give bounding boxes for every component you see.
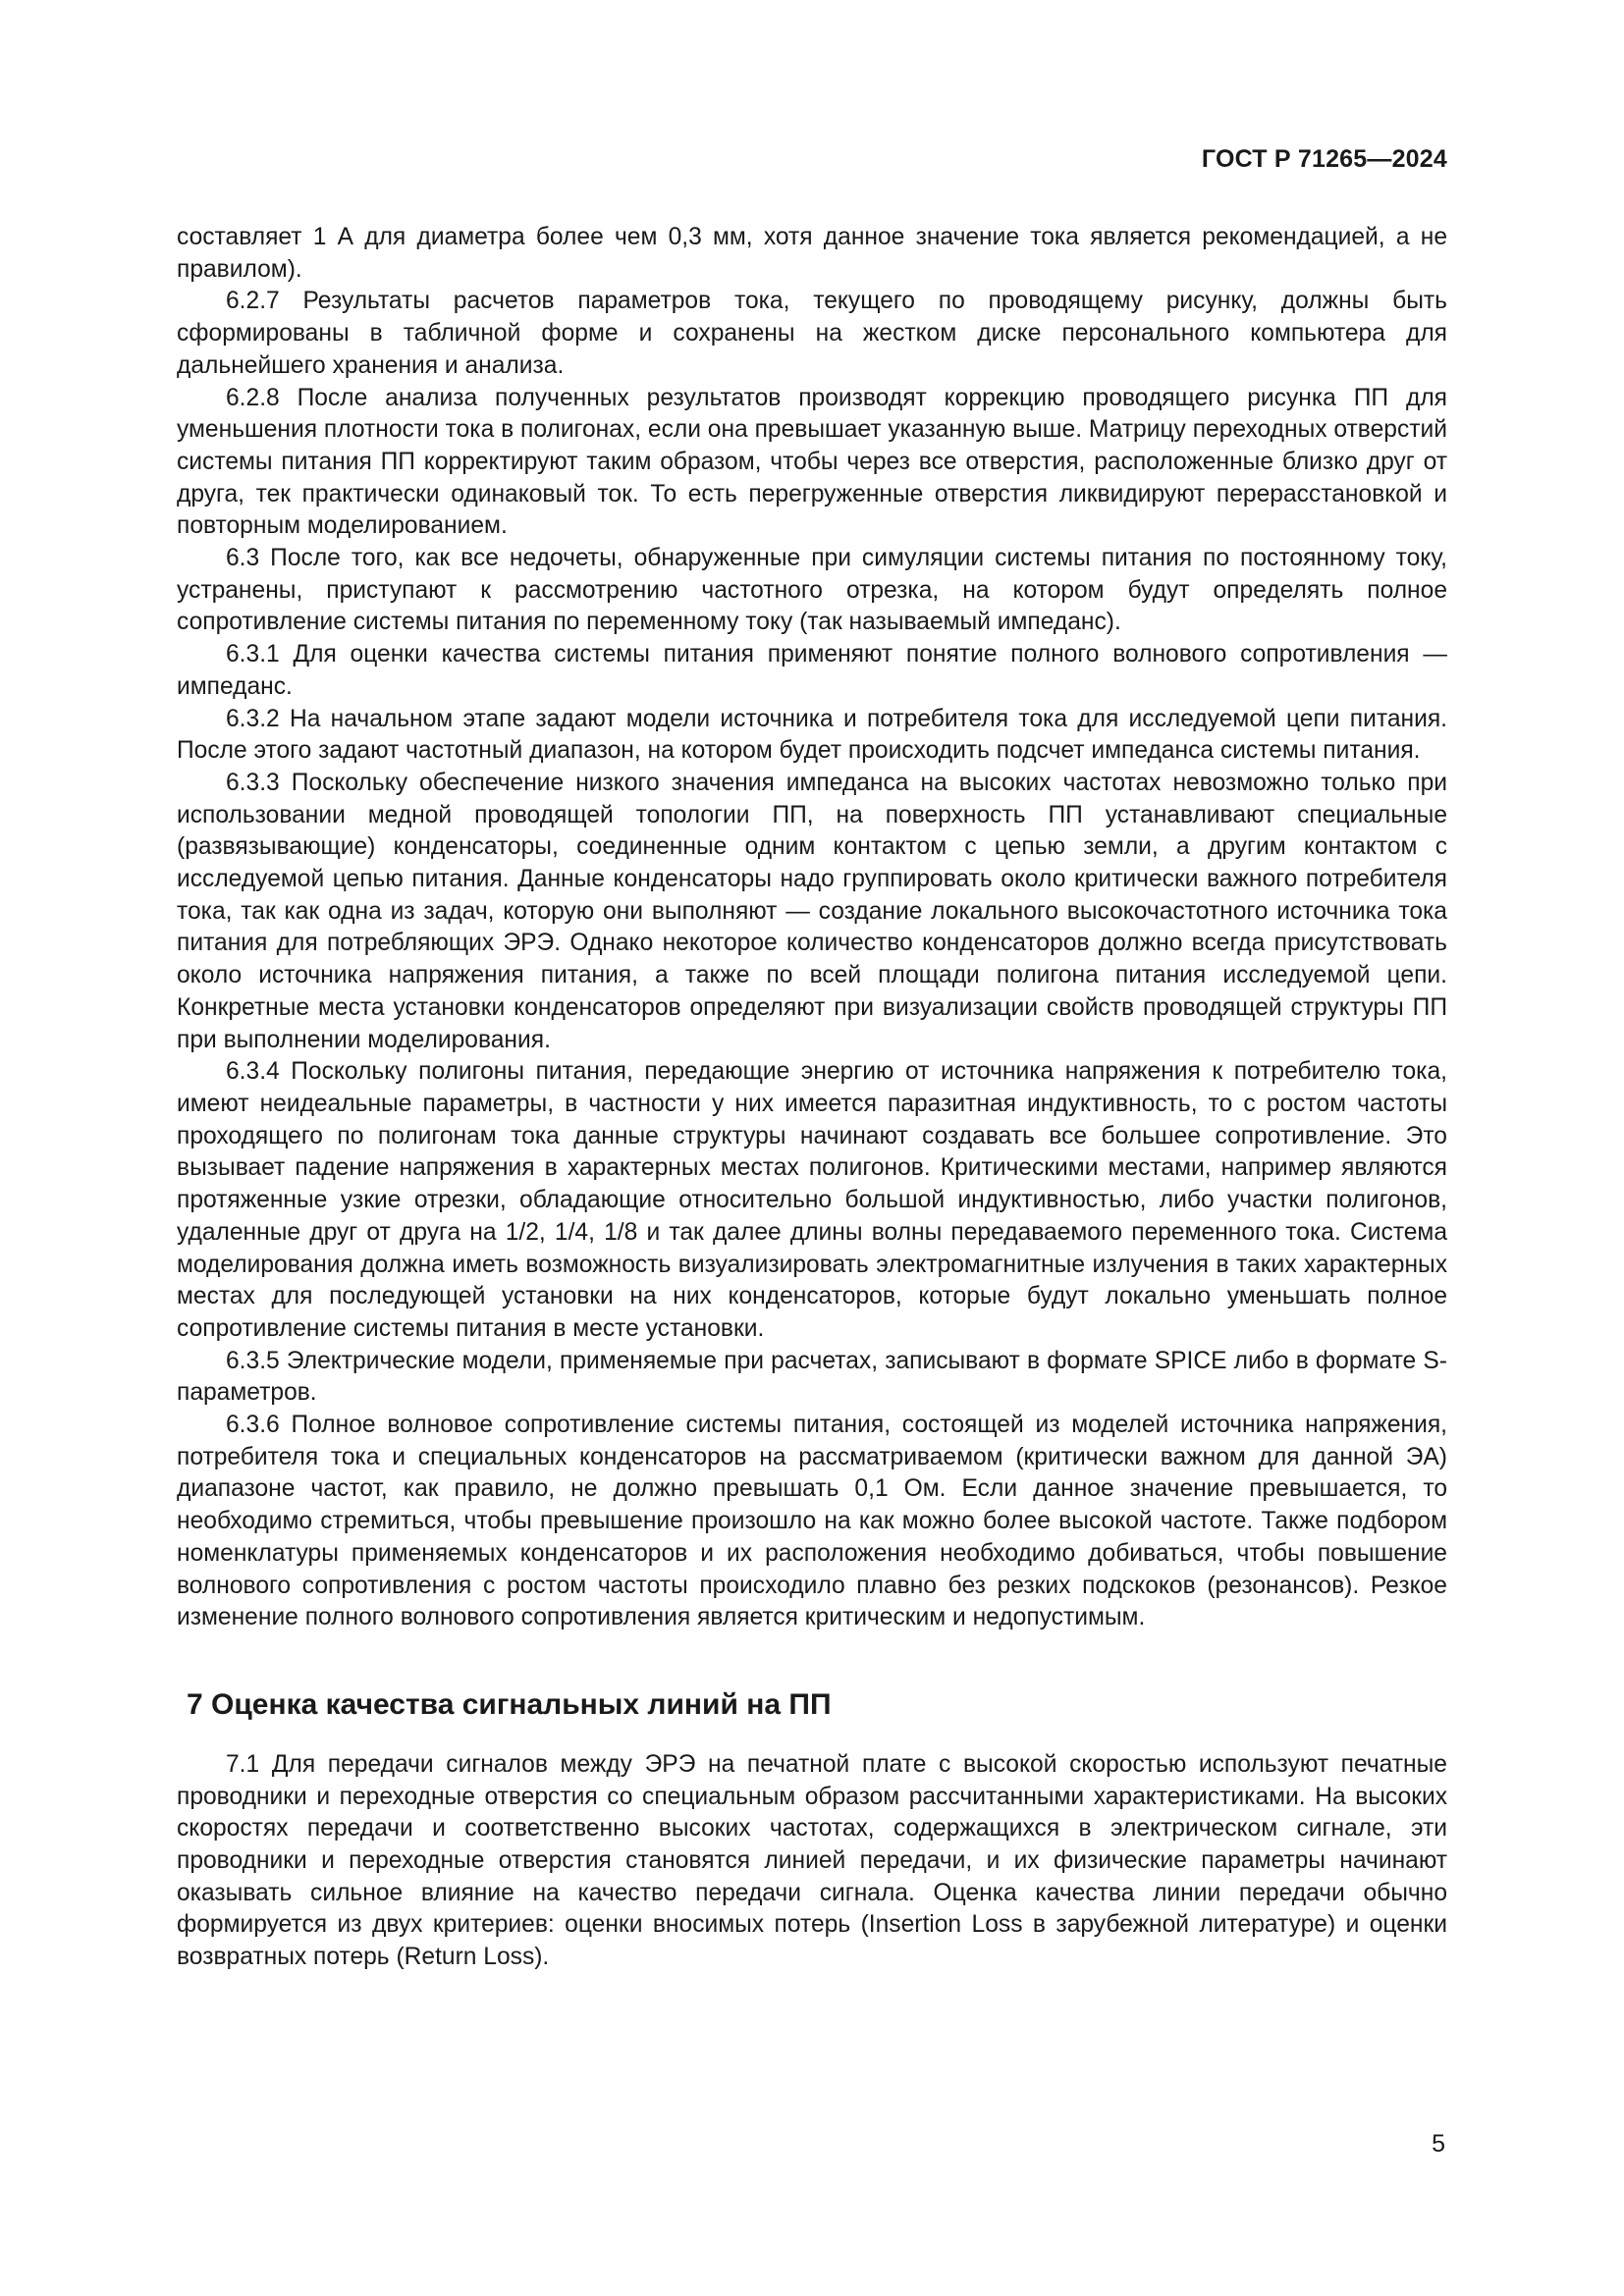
paragraph-7-1: 7.1 Для передачи сигналов между ЭРЭ на печатной плате с высокой скоростью используют печатные проводники и переходные отверстия со специальным образом рассчитанными характеристиками. На высоких скоростях передачи и соответственно высоких частотах, содержащихся в электрическом сигнале, эти проводники и переходные отверстия становятся линией передачи, и их физические параметры начинают оказывать сильное влияние на качество передачи сигнала. Оценка качества линии передачи обычно формируется из двух критериев: оценки вносимых потерь (Insertion Loss в зарубежной литературе) и оценки возвратных потерь (Return Loss). <box>177 1750 1447 1971</box>
paragraph-6-2-7: 6.2.7 Результаты расчетов параметров тока, текущего по проводящему рисунку, должны быть сформированы в табличной форме и сохранены на жестком диске персонального компьютера для дальнейшего хранения и анализа. <box>177 288 1447 379</box>
body-text <box>177 222 1447 1974</box>
paragraph-6-2-8: 6.2.8 После анализа полученных результатов производят коррекцию проводящего рисунка ПП для уменьшения плотности тока в полигонах, если она превышает указанную выше. Матрицу переходных отверстий системы питания ПП корректируют таким образом, чтобы через все отверстия, расположенные близко друг от друга, тек практически одинаковый ток. То есть перегруженные отверстия ликвидируют перерасстановкой и повторным моделированием. <box>177 384 1447 540</box>
paragraph-6-3-6: 6.3.6 Полное волновое сопротивление системы питания, состоящей из моделей источника напряжения, потребителя тока и специальных конденсаторов на рассматриваемом (критически важном для данной ЭА) диапазоне частот, как правило, не должно превышать 0,1 Ом. Если данное значение превышается, то необходимо стремиться, чтобы превышение произошло на как можно более высокой частоте. Также подбором номенклатуры применяемых конденсаторов и их расположения необходимо добиваться, чтобы повышение волнового сопротивления с ростом частоты происходило плавно без резких подскоков (резонансов). Резкое изменение полного волнового сопротивления является критическим и недопустимым. <box>177 1412 1447 1631</box>
page-number: 5 <box>1432 2130 1445 2158</box>
standard-header: ГОСТ Р 71265—2024 <box>1201 145 1447 173</box>
paragraph-continuation: составляет 1 А для диаметра более чем 0,3 мм, хотя данное значение тока является рекомендацией, а не правилом). <box>177 224 1447 283</box>
paragraph-6-3: 6.3 После того, как все недочеты, обнаруженные при симуляции системы питания по постоянному току, устранены, приступают к рассмотрению частотного отрезка, на котором будут определять полное сопротивление системы питания по переменному току (так называемый импеданс). <box>177 545 1447 636</box>
paragraph-6-3-4: 6.3.4 Поскольку полигоны питания, передающие энергию от источника напряжения к потребителю тока, имеют неидеальные параметры, в частности у них имеется паразитная индуктивность, то с ростом частоты проходящего по полигонам тока данные структуры начинают создавать все большее сопротивление. Это вызывает падение напряжения в характерных местах полигонов. Критическими местами, например являются протяженные узкие отрезки, обладающие относительно большой индуктивностью, либо участки полигонов, удаленные друг от друга на 1/2, 1/4, 1/8 и так далее длины волны передаваемого переменного тока. Система моделирования должна иметь возможность визуализировать электромагнитные излучения в таких характерных местах для последующей установки на них конденсаторов, которые будут локально уменьшать полное сопротивление системы питания в месте установки. <box>177 1058 1447 1342</box>
paragraph-6-3-2: 6.3.2 На начальном этапе задают модели источника и потребителя тока для исследуемой цепи питания. После этого задают частотный диапазон, на котором будет происходить подсчет импеданса системы питания. <box>177 705 1447 765</box>
paragraph-6-3-3: 6.3.3 Поскольку обеспечение низкого значения импеданса на высоких частотах невозможно только при использовании медной проводящей топологии ПП, на поверхность ПП устанавливают специальные (развязывающие) конденсаторы, соединенные одним контактом с цепью земли, а другим контактом с исследуемой цепью питания. Данные конденсаторы надо группировать около критически важного потребителя тока, так как одна из задач, которую они выполняют — создание локального высокочастотного источника тока питания для потребляющих ЭРЭ. Однако некоторое количество конденсаторов должно всегда присутствовать около источника напряжения питания, а также по всей площади полигона питания исследуемой цепи. Конкретные места установки конденсаторов определяют при визуализации свойств проводящей структуры ПП при выполнении моделирования. <box>177 769 1447 1053</box>
section-7-heading: 7 Оценка качества сигнальных линий на ПП <box>187 1687 832 1721</box>
paragraph-6-3-5: 6.3.5 Электрические модели, применяемые при расчетах, записывают в формате SPICE либо в формате S-параметров. <box>177 1347 1447 1407</box>
paragraph-6-3-1: 6.3.1 Для оценки качества системы питания применяют понятие полного волнового сопротивления — импеданс. <box>177 641 1447 700</box>
